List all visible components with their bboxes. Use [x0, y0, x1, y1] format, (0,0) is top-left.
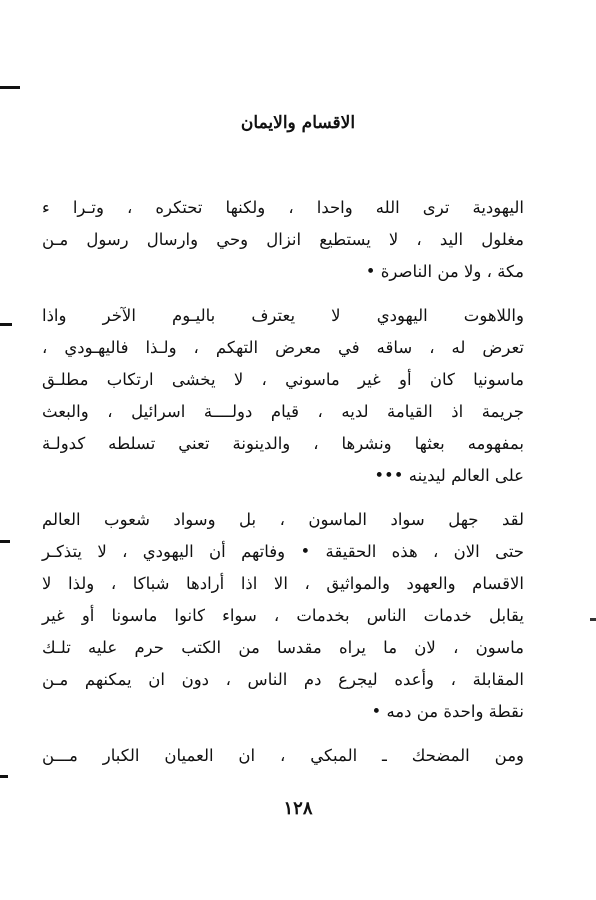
page-body [42, 192, 550, 784]
text-line: تعرض له ، ساقه في معرض التهكم ، ولـذا فاليهـودي ، [42, 338, 524, 357]
text-line: اليهودية ترى الله واحدا ، ولكنها تحتكره ، وتـرا ء [42, 198, 524, 217]
paragraph [42, 300, 550, 492]
paragraph [42, 192, 550, 288]
text-line: واللاهوت اليهودي لا يعترف باليـوم الآخر واذا [42, 306, 524, 325]
page-number: ١٢٨ [283, 798, 313, 819]
scan-edge-mark [0, 323, 12, 326]
text-line: حتى الان ، هذه الحقيقة • وفاتهم أن اليهودي ، لا يتذكـر [42, 542, 524, 561]
running-header: الاقسام والايمان [240, 113, 356, 133]
scan-edge-mark [0, 86, 20, 89]
paragraph [42, 740, 550, 772]
text-line: لقد جهل سواد الماسون ، بل وسواد شعوب العالم [42, 510, 524, 529]
text-line: ماسونيا كان أو غير ماسوني ، لا يخشى ارتكاب مطلـق [42, 370, 524, 389]
scan-edge-mark [0, 540, 10, 543]
text-line: بمفهومه بعثها ونشرها ، والدينونة تعني تسلطه كدولـة [42, 434, 524, 453]
text-line: مكة ، ولا من الناصرة • [365, 262, 524, 281]
text-line: ماسون ، لان ما يراه مقدسا من الكتب حرم عليه تلـك [42, 638, 524, 657]
text-line: ومن المضحك ـ المبكي ، ان العميان الكبار مـــن [42, 746, 524, 765]
text-line: المقابلة ، وأعده ليجرع دم الناس ، دون ان يمكنهم مـن [42, 670, 524, 689]
paragraph [42, 504, 550, 728]
text-line: مغلول اليد ، لا يستطيع انزال وحي وارسال رسول مـن [42, 230, 524, 249]
text-line: يقابل خدمات الناس بخدمات ، سواء كانوا ماسونا أو غير [42, 606, 524, 625]
text-line: نقطة واحدة من دمه • [371, 702, 524, 721]
scan-edge-mark [0, 775, 8, 778]
text-line: الاقسام والعهود والمواثيق ، الا اذا أرادها شباكا ، ولذا لا [42, 574, 524, 593]
scan-edge-mark [590, 618, 596, 621]
text-line: على العالم ليدينه ••• [374, 466, 524, 485]
text-line: جريمة اذ القيامة لديه ، قيام دولــــة اسرائيل ، والبعث [42, 402, 524, 421]
